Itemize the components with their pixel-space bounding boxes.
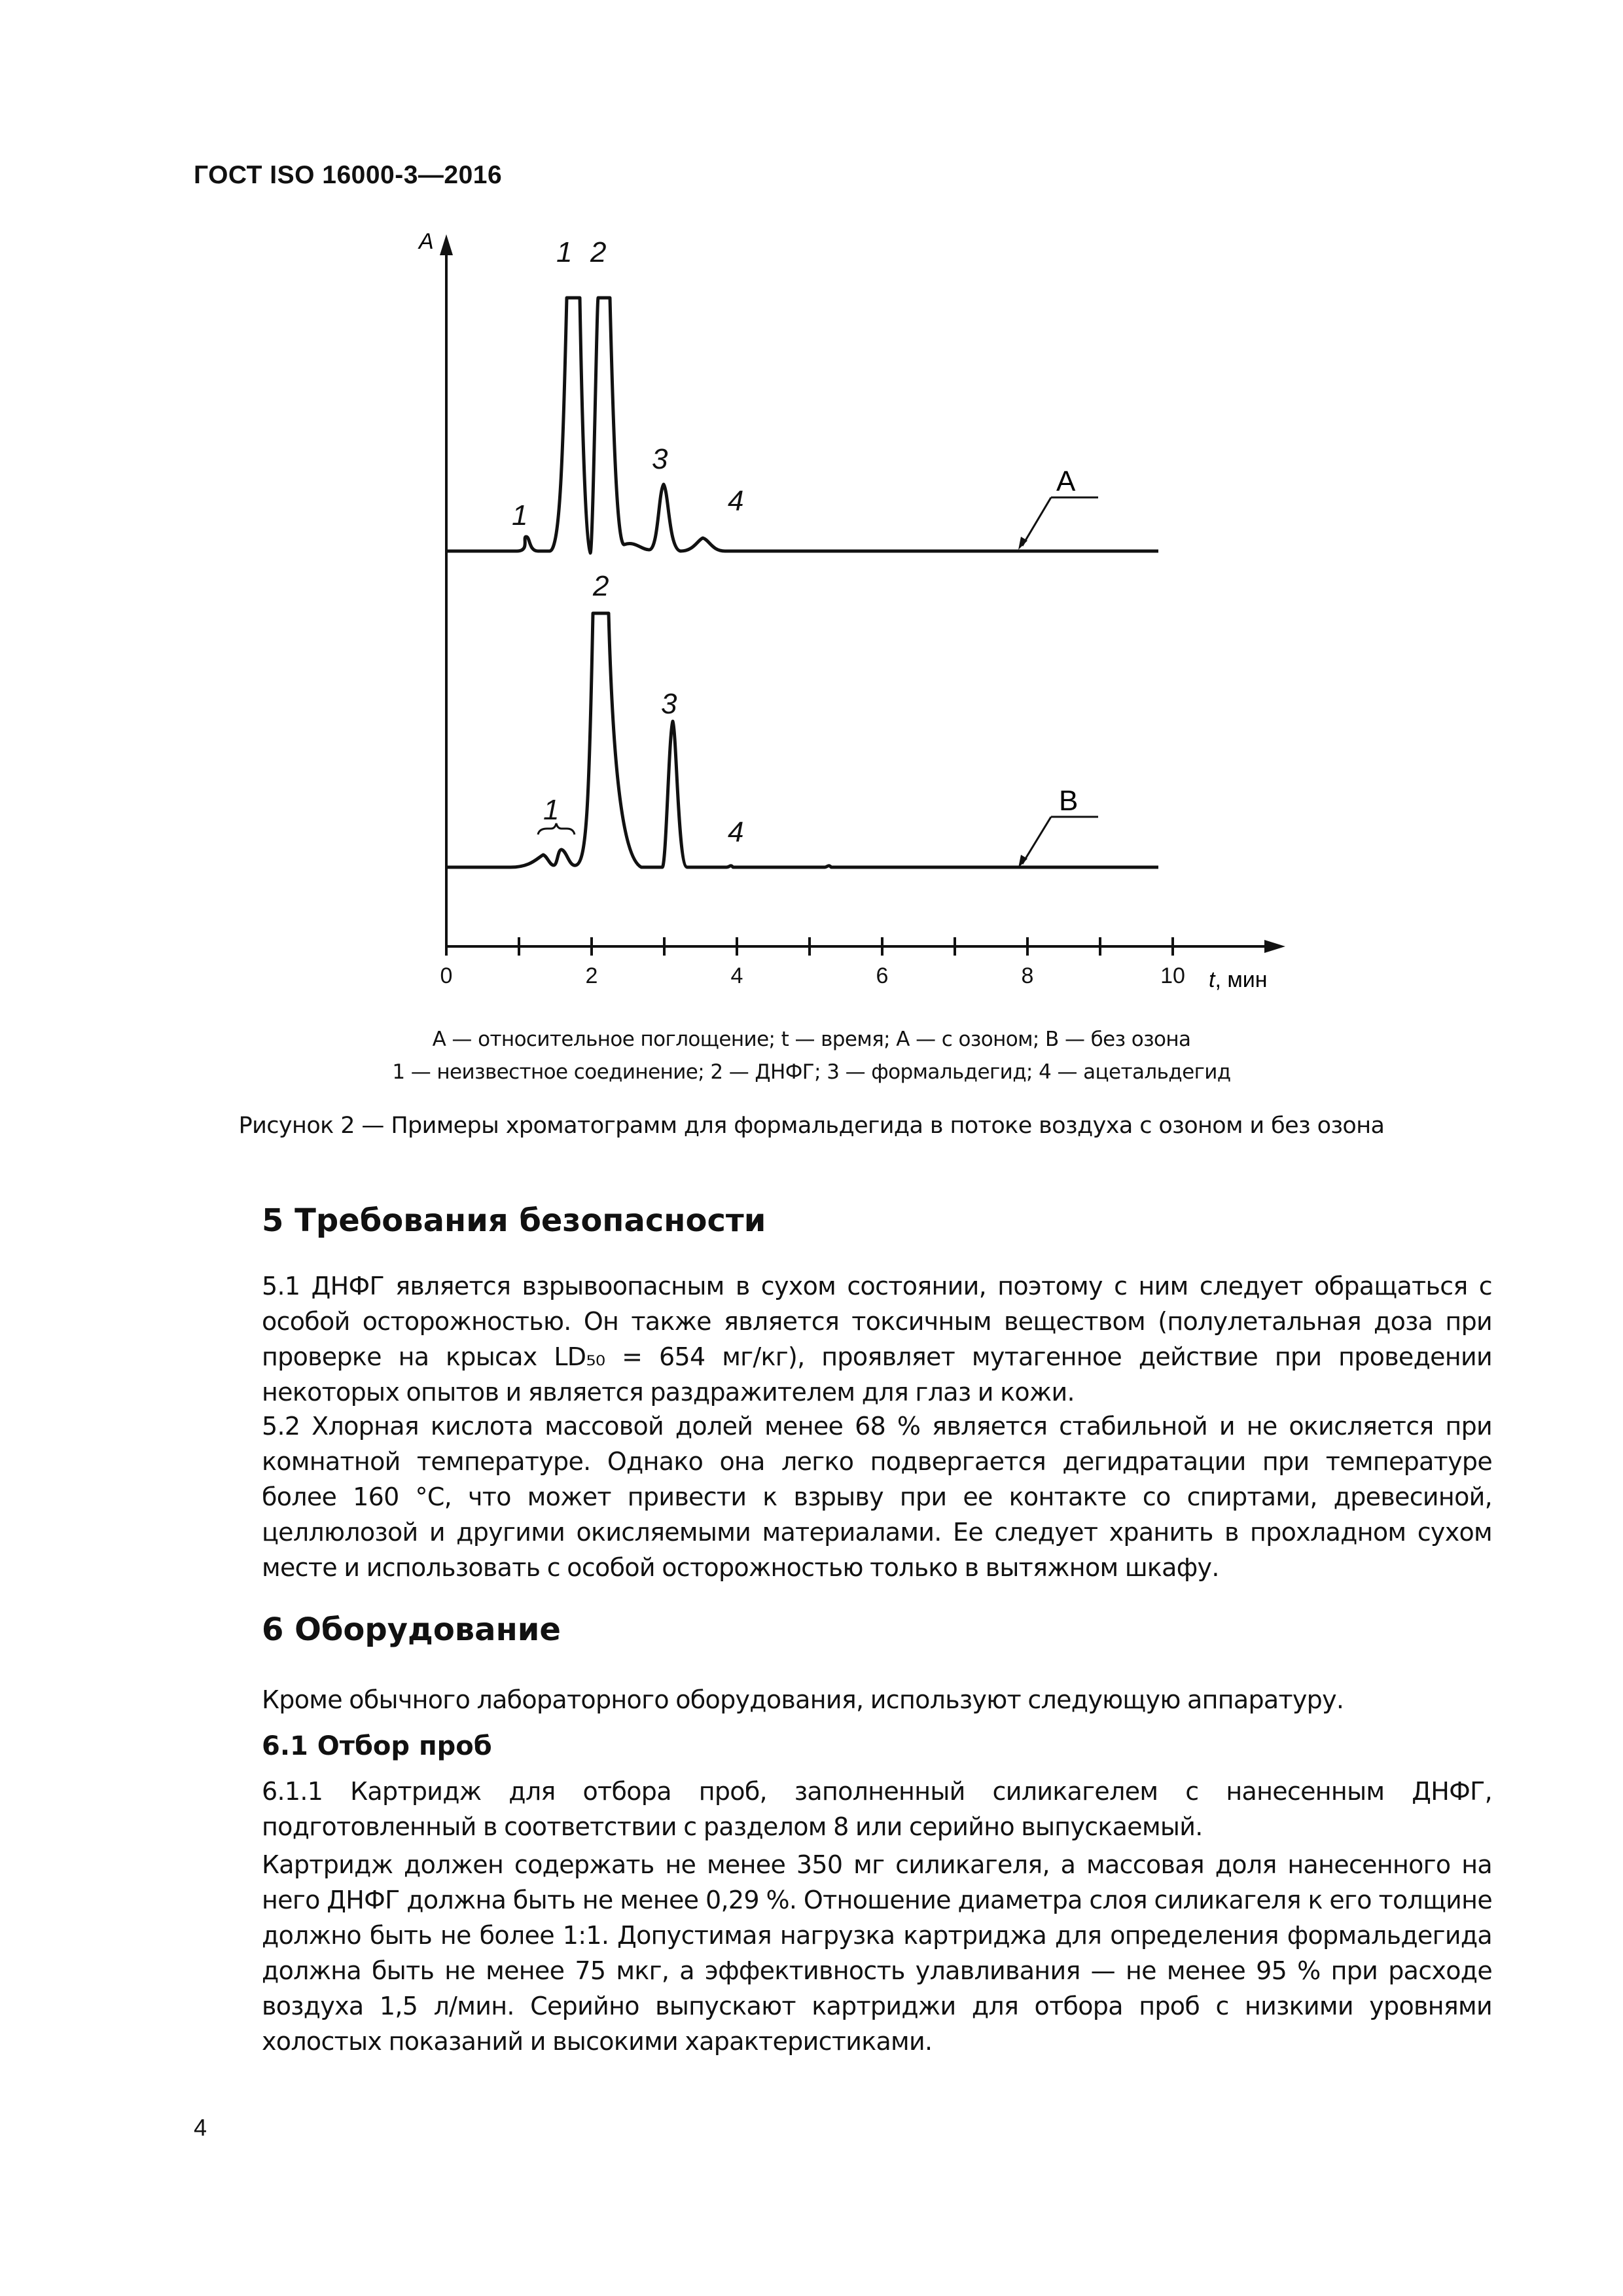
y-axis-arrow — [440, 234, 453, 255]
peak-label-a-small-1: 1 — [512, 499, 528, 531]
paragraph-6-intro: Кроме обычного лабораторного оборудования, используют следующую аппаратуру. — [262, 1685, 1344, 1714]
x-axis-variable: t — [1209, 967, 1215, 992]
x-axis-arrow — [1264, 940, 1285, 953]
peak-label-b-4: 4 — [728, 816, 744, 848]
curve-a-leader — [1022, 497, 1051, 546]
x-tick-label: 4 — [730, 963, 743, 988]
page-number: 4 — [194, 2114, 207, 2141]
figure-legend-line-2: 1 — неизвестное соединение; 2 — ДНФГ; 3 — формальдегид; 4 — ацетальдегид — [392, 1060, 1231, 1084]
x-axis-unit: , мин — [1215, 967, 1268, 992]
section-6-title: 6 Оборудование — [262, 1611, 561, 1648]
chromatogram-figure — [366, 223, 1322, 1008]
x-tick-label: 2 — [585, 963, 598, 988]
x-tick-labels — [440, 963, 1185, 988]
x-axis-label — [1209, 967, 1268, 992]
chromatogram-curve-a — [446, 298, 1158, 553]
peak-label-a-1: 1 — [556, 236, 573, 268]
peak-label-b-3: 3 — [661, 688, 677, 720]
curve-b-label: B — [1059, 785, 1079, 817]
peak-label-a-4: 4 — [728, 485, 744, 517]
figure-legend-line-1: А — относительное поглощение; t — время; А — с озоном; В — без озона — [432, 1028, 1191, 1051]
paragraph-5-1: 5.1 ДНФГ является взрывоопасным в сухом состоянии, поэтому с ним следует обращаться с особой осторожностью. Он также является токсичным веществом (полулетальная доза при проверке на крысах LD₅₀ = 654 мг/кг), проявляет мутагенное действие при проведении некоторых опытов и является раздражителем для глаз и кожи. — [262, 1272, 1492, 1407]
peak-label-b-1: 1 — [543, 794, 560, 826]
peak-label-b-2: 2 — [593, 570, 609, 602]
section-5-title: 5 Требования безопасности — [262, 1202, 766, 1239]
subsection-6-1-title: 6.1 Отбор проб — [262, 1731, 492, 1761]
figure-caption: Рисунок 2 — Примеры хроматограмм для формальдегида в потоке воздуха с озоном и без озона — [238, 1113, 1385, 1139]
paragraph-5-2: 5.2 Хлорная кислота массовой долей менее 68 % является стабильной и не окисляется при комнатной температуре. Однако она легко подвергается дегидратации при температуре более 160 °С, что может привести к взрыву при ее контакте со спиртами, древесиной, целлюлозой и другими окисляемыми материалами. Ее следует хранить в прохладном сухом месте и использовать с особой осторожностью только в вытяжном шкафу. — [262, 1412, 1492, 1582]
y-axis-label: A — [419, 229, 434, 254]
peak-label-a-2: 2 — [590, 236, 607, 268]
peak-label-a-3: 3 — [652, 443, 668, 475]
paragraph-6-1-1-cont: Картридж должен содержать не менее 350 мг силикагеля, а массовая доля нанесенного на него ДНФГ должна быть не менее 0,29 %. Отношение диаметра слоя силикагеля к его толщине должно быть не более 1:1. Допустимая нагрузка картриджа для определения формальдегида должна быть не менее 75 мкг, а эффективность улавливания — не менее 95 % при расходе воздуха 1,5 л/мин. Серийно выпускают картриджи для отбора проб с низкими уровнями холостых показаний и высокими характеристиками. — [262, 1850, 1492, 2056]
x-tick-label: 0 — [440, 963, 453, 988]
x-tick-label: 10 — [1160, 963, 1185, 988]
curve-a-label: A — [1056, 465, 1076, 497]
paragraph-6-1-1: 6.1.1 Картридж для отбора проб, заполненный силикагелем с нанесенным ДНФГ, подготовленный в соответствии с разделом 8 или серийно выпускаемый. — [262, 1777, 1492, 1841]
x-tick-label: 6 — [876, 963, 889, 988]
curve-b-leader — [1022, 817, 1051, 864]
document-header: ГОСТ ISO 16000-3—2016 — [194, 161, 503, 189]
x-tick-label: 8 — [1021, 963, 1034, 988]
